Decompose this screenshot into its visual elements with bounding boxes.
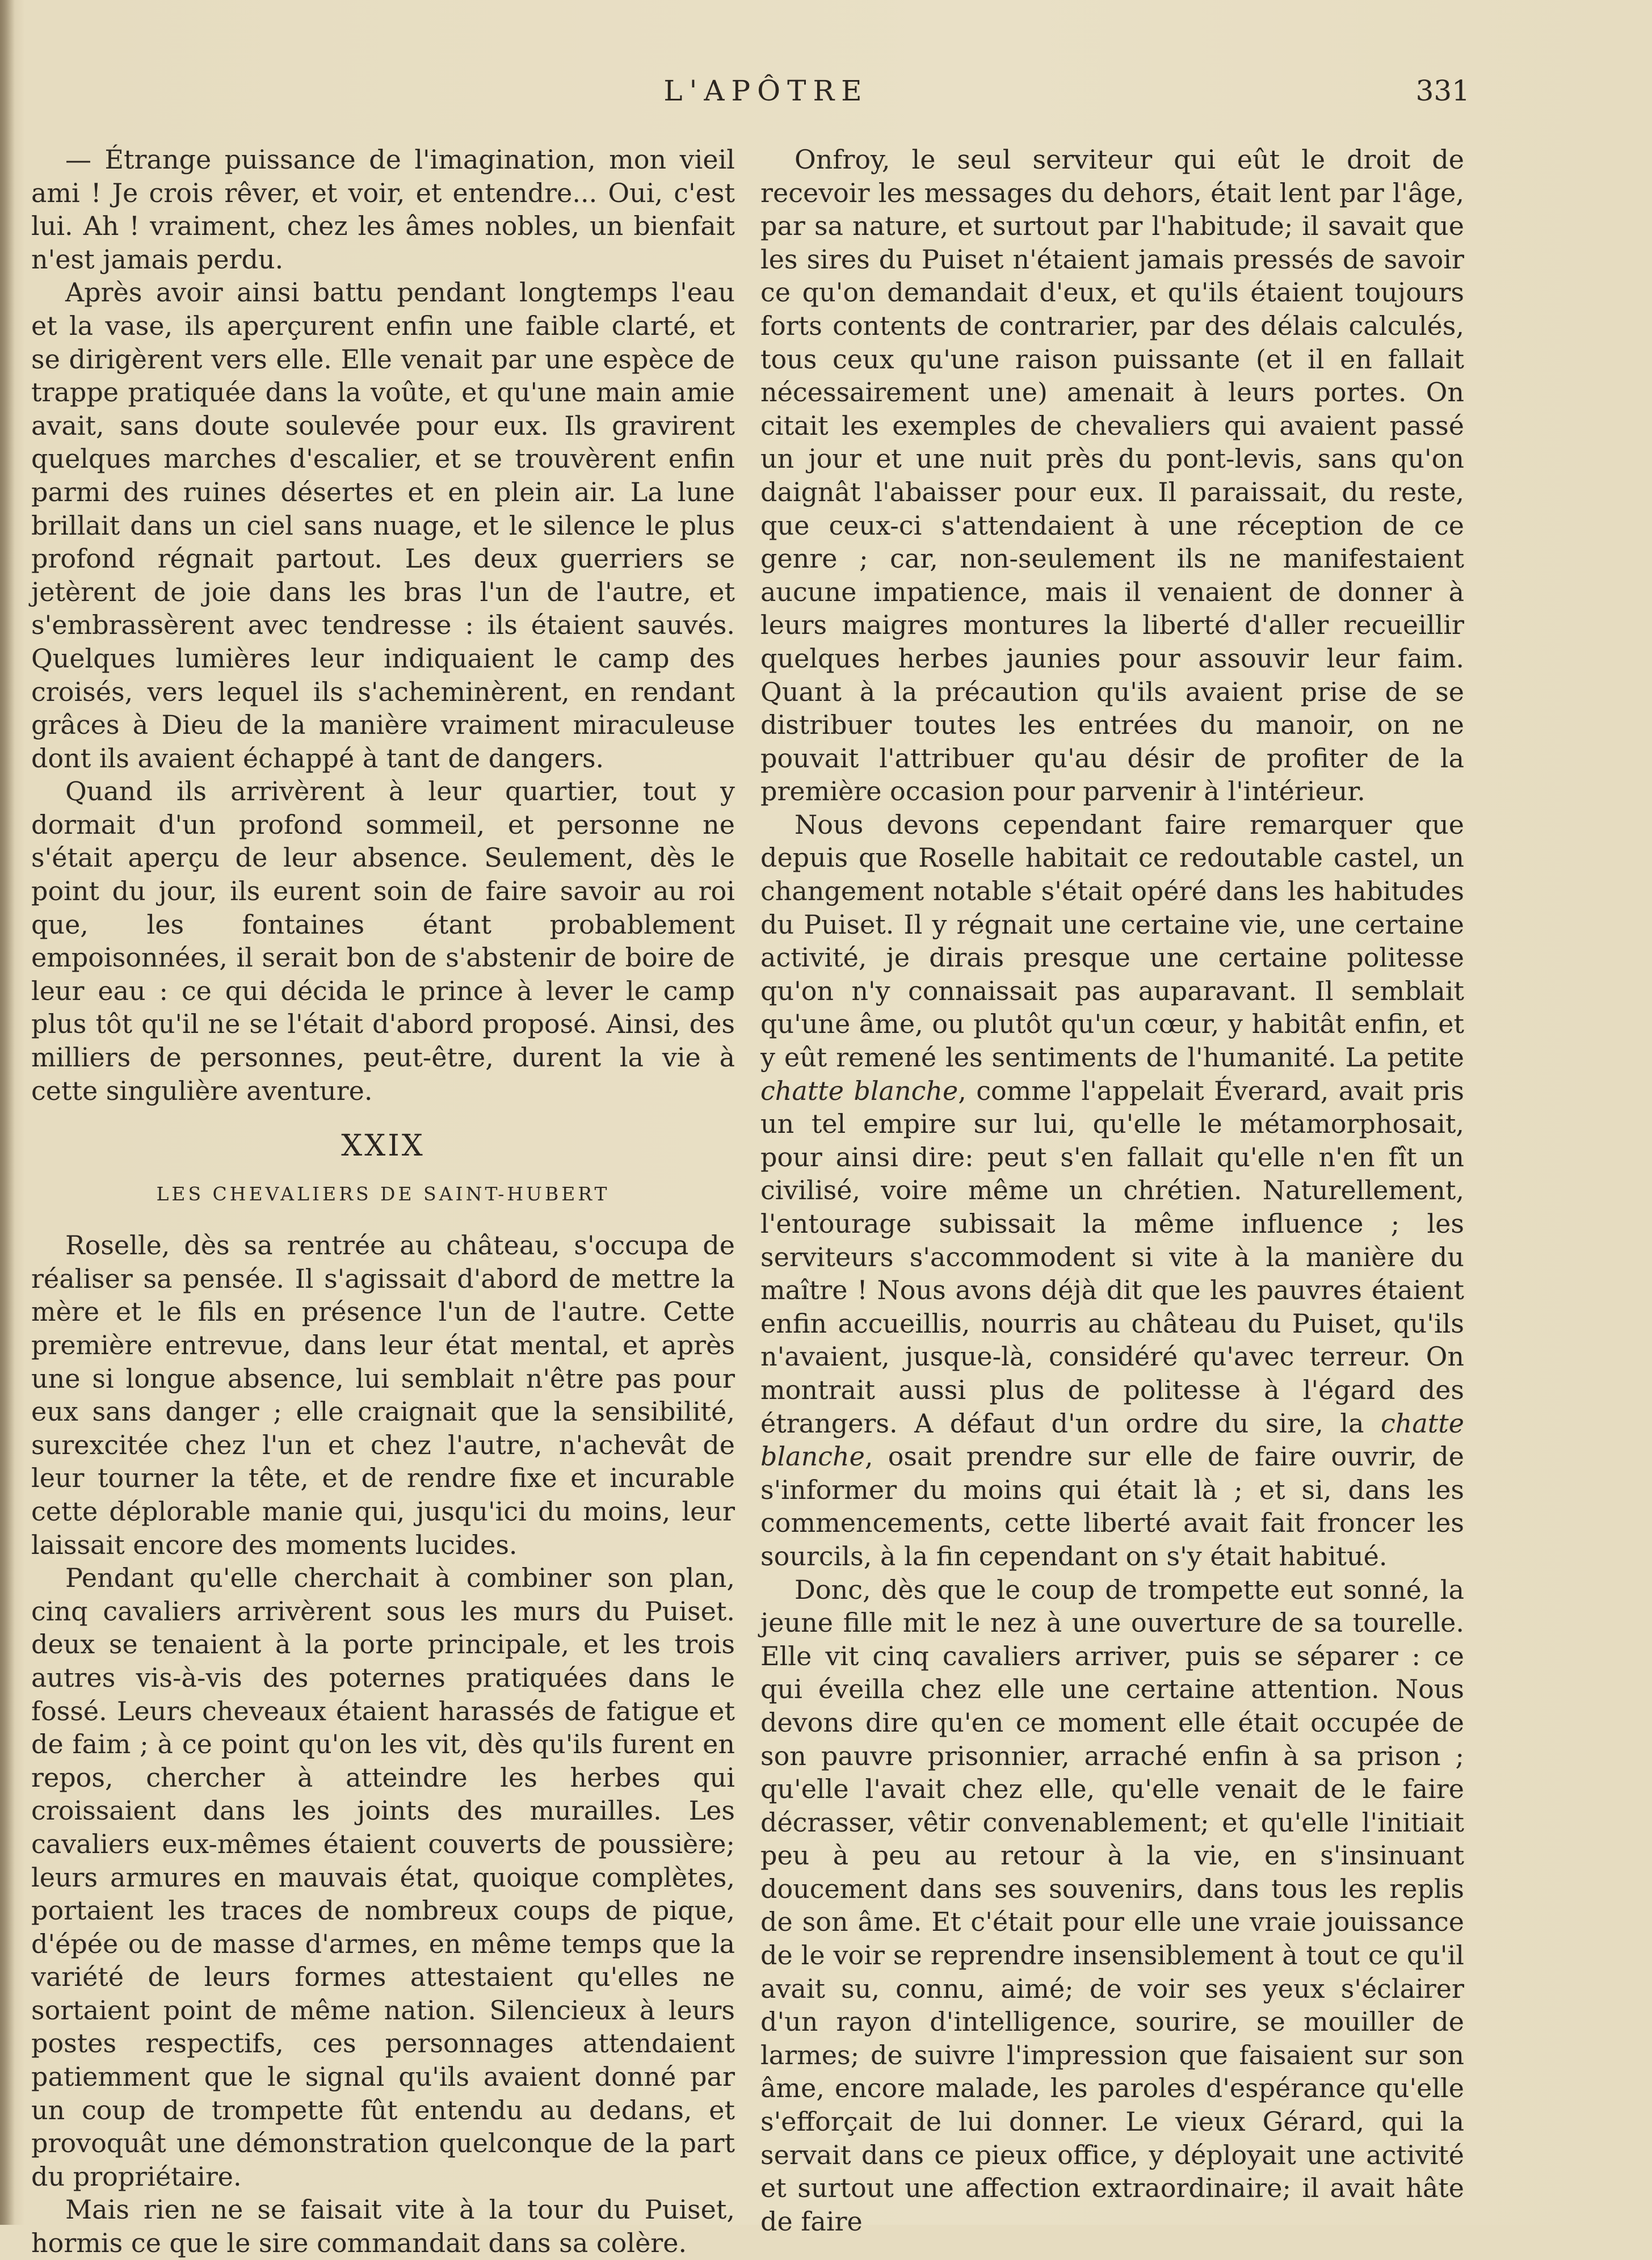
running-title: L'APÔTRE (663, 74, 869, 107)
paragraph: Mais rien ne se faisait vite à la tour du Puiset, hormis ce que le sire commandait dans sa colère. (31, 2194, 735, 2259)
paragraph: Après avoir ainsi battu pendant longtemps l'eau et la vase, ils aperçurent enfin une faible clarté, et se dirigèrent vers elle. Elle venait par une espèce de trappe pratiquée dans la voûte, et qu'une main amie avait, sans doute soulevée pour eux. Ils gravirent quelques marches d'escalier, et se trouvèrent enfin parmi des ruines désertes et en plein air. La lune brillait dans un ciel sans nuage, et le silence le plus profond régnait partout. Les deux guerriers se jetèrent de joie dans les bras l'un de l'autre, et s'embrassèrent avec tendresse : ils étaient sauvés. Quelques lumières leur indiquaient le camp des croisés, vers lequel ils s'acheminèrent, en rendant grâces à Dieu de la manière vraiment miraculeuse dont ils avaient échappé à tant de dangers. (31, 277, 735, 774)
paragraph: Onfroy, le seul serviteur qui eût le droit de recevoir les messages du dehors, était lent par l'âge, par sa nature, et surtout par l'habitude; il savait que les sires du Puiset n'étaient jamais pressés de savoir ce qu'on demandait d'eux, et qu'ils étaient toujours forts contents de contrarier, par des délais calculés, tous ceux qu'une raison puissante (et il en fallait nécessairement une) amenait à leurs portes. On citait les exemples de chevaliers qui avaient passé un jour et une nuit près du pont-levis, sans qu'on daignât l'abaisser pour eux. Il paraissait, du reste, que ceux-ci s'attendaient à une réception de ce genre ; car, non-seulement ils ne manifestaient aucune impatience, mais il venaient de donner à leurs maigres montures la liberté d'aller recueillir quelques herbes jaunies pour assouvir leur faim. Quant à la précaution qu'ils avaient prise de se distribuer toutes les entrées du manoir, on ne pouvait l'attribuer qu'au désir de profiter de la première occasion pour parvenir à l'intérieur. (760, 144, 1464, 807)
binding-shadow (0, 0, 15, 2225)
text-run: , comme l'appelait Éverard, avait pris un tel empire sur lui, qu'elle le métamorphosait, pour ainsi dire: peut s'en fallait qu'elle n'en fît un civilisé, voire même un chrétien. Naturellement, l'entourage subissait la même influence ; les serviteurs s'accommodent si vite à la manière du maître ! Nous avons déjà dit que les pauvres étaient enfin accueillis, nourris au château du Puiset, qu'ils n'avaient, jusque-là, considéré qu'avec terreur. On montrait aussi plus de politesse à l'égard des étrangers. A défaut d'un ordre du sire, la (760, 1075, 1464, 1439)
chapter-number: XXIX (341, 1129, 425, 1163)
chapter-title: LES CHEVALIERS DE SAINT-HUBERT (156, 1183, 610, 1205)
paragraph (760, 808, 1464, 1573)
paragraph: — Étrange puissance de l'imagination, mon vieil ami ! Je crois rêver, et voir, et entendre... Oui, c'est lui. Ah ! vraiment, chez les âmes nobles, un bienfait n'est jamais perdu. (31, 144, 735, 275)
paragraph: Roselle, dès sa rentrée au château, s'occupa de réaliser sa pensée. Il s'agissait d'abord de mettre la mère et le fils en présence l'un de l'autre. Cette première entrevue, dans leur état mental, et après une si longue absence, lui semblait n'être pas pour eux sans danger ; elle craignait que la sensibilité, surexcitée chez l'un et chez l'autre, n'achevât de leur tourner la tête, et de rendre fixe et incurable cette déplorable manie qui, jusqu'ici du moins, leur laissait encore des moments lucides. (31, 1230, 735, 1560)
left-column (31, 143, 735, 2260)
paragraph: Donc, dès que le coup de trompette eut sonné, la jeune fille mit le nez à une ouverture de sa tourelle. Elle vit cinq cavaliers arriver, puis se séparer : ce qui éveilla chez elle une certaine attention. Nous devons dire qu'en ce moment elle était occupée de son pauvre prisonnier, arraché enfin à sa prison ; qu'elle l'avait chez elle, qu'elle venait de le faire décrasser, vêtir convenablement; et qu'elle l'initiait peu à peu au retour à la vie, en s'insinuant doucement dans ses souvenirs, dans tous les replis de son âme. Et c'était pour elle une vraie jouissance de le voir se reprendre insensiblement à tout ce qu'il avait su, connu, aimé; de voir ses yeux s'éclairer d'un rayon d'intelligence, sourire, se mouiller de larmes; de suivre l'impression que faisaient sur son âme, encore malade, les paroles d'espérance qu'elle s'efforçait de lui donner. Le vieux Gérard, qui la servait dans ce pieux office, y déployait une activité et surtout une affection extraordinaire; il avait hâte de faire (760, 1574, 1464, 2237)
italic-term: chatte blanche (760, 1408, 1464, 1472)
text-run: Nous devons cependant faire remarquer que depuis que Roselle habitait ce redoutable castel, un changement notable s'était opéré dans les habitudes du Puiset. Il y régnait une certaine vie, une certaine activité, je dirais presque une certaine politesse qu'on n'y connaissait pas auparavant. Il semblait qu'une âme, ou plutôt qu'un cœur, y habitât enfin, et y eût remené les sentiments de l'humanité. La petite (760, 809, 1464, 1073)
paragraph: Pendant qu'elle cherchait à combiner son plan, cinq cavaliers arrivèrent sous les murs du Puiset. deux se tenaient à la porte principale, et les trois autres vis-à-vis des poternes pratiquées dans le fossé. Leurs cheveaux étaient harassés de fatigue et de faim ; à ce point qu'on les vit, dès qu'ils furent en repos, chercher à atteindre les herbes qui croissaient dans les joints des murailles. Les cavaliers eux-mêmes étaient couverts de poussière; leurs armures en mauvais état, quoique complètes, portaient les traces de nombreux coups de pique, d'épée ou de masse d'armes, en même temps que la variété de leurs formes attestaient qu'elles ne sortaient point de même nation. Silencieux à leurs postes respectifs, ces personnages attendaient patiemment que le signal qu'ils avaient donné par un coup de trompette fût entendu au dedans, et provoquât une démonstration quelconque de la part du propriétaire. (31, 1562, 735, 2192)
page-number: 331 (1415, 74, 1470, 107)
paragraph: Quand ils arrivèrent à leur quartier, tout y dormait d'un profond sommeil, et personne ne s'était aperçu de leur absence. Seulement, dès le point du jour, ils eurent soin de faire savoir au roi que, les fontaines étant probablement empoisonnées, il serait bon de s'abstenir de boire de leur eau : ce qui décida le prince à lever le camp plus tôt qu'il ne se l'était d'abord proposé. Ainsi, des milliers de personnes, peut-être, durent la vie à cette singulière aventure. (31, 776, 735, 1106)
text-run: , osait prendre sur elle de faire ouvrir, de s'informer du moins qui était là ; et si, dans les commencements, cette liberté avait fait froncer les sourcils, à la fin cependant on s'y était habitué. (760, 1441, 1464, 1572)
italic-term: chatte blanche (760, 1075, 959, 1106)
right-column (760, 143, 1464, 2238)
running-head (0, 68, 1652, 114)
